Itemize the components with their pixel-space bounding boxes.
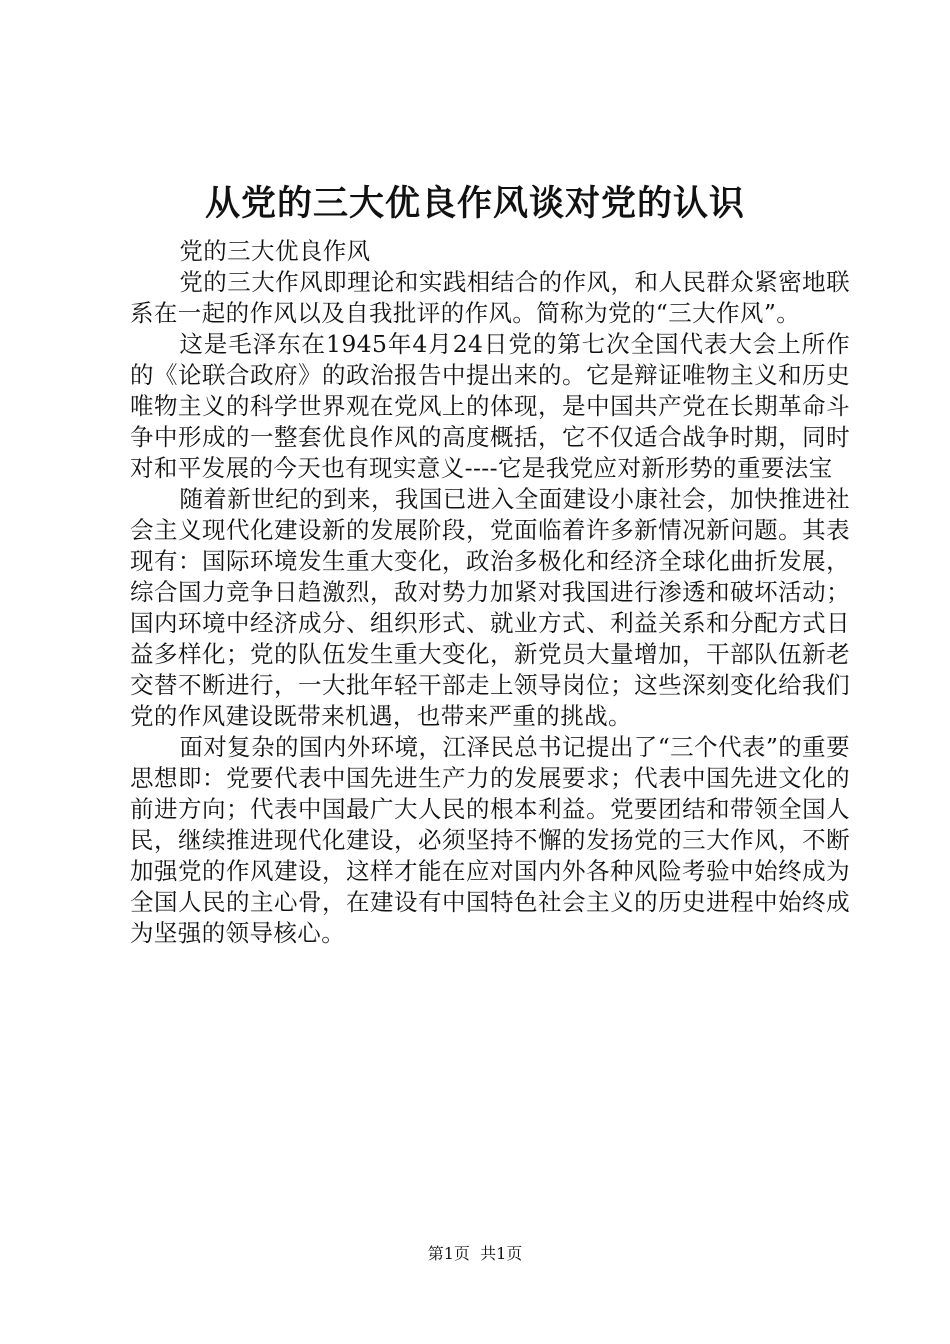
- paragraph-three-represents: 面对复杂的国内外环境，江泽民总书记提出了“三个代表”的重要思想即：党要代表中国先进生产力的发展要求；代表中国先进文化的前进方向；代表中国最广大人民的根本利益。党要团结和带领全国人民，继续推进现代化建设，必须坚持不懈的发扬党的三大作风，不断加强党的作风建设，这样才能在应对国内外各种风险考验中始终成为全国人民的主心骨，在建设有中国特色社会主义的历史进程中始终成为坚强的领导核心。: [130, 733, 850, 947]
- paragraph-origin: 这是毛泽东在1945年4月24日党的第七次全国代表大会上所作的《论联合政府》的政治报告中提出来的。它是辩证唯物主义和历史唯物主义的科学世界观在党风上的体现，是中国共产党在长期革命斗争中形成的一整套优良作风的高度概括，它不仅适合战争时期，同时对和平发展的今天也有现实意义----它是我党应对新形势的重要法宝: [130, 330, 850, 482]
- paragraph-definition: 党的三大作风即理论和实践相结合的作风，和人民群众紧密地联系在一起的作风以及自我批评的作风。简称为党的“三大作风”。: [130, 268, 850, 327]
- page-total: 共1页: [480, 1244, 523, 1263]
- page-footer: [0, 1244, 950, 1264]
- document-body: [130, 236, 850, 949]
- paragraph-new-century: 随着新世纪的到来，我国已进入全面建设小康社会，加快推进社会主义现代化建设新的发展阶段，党面临着许多新情况新问题。其表现有：国际环境发生重大变化，政治多极化和经济全球化曲折发展，综合国力竞争日趋激烈，敌对势力加紧对我国进行渗透和破坏活动；国内环境中经济成分、组织形式、就业方式、利益关系和分配方式日益多样化；党的队伍发生重大变化，新党员大量增加，干部队伍新老交替不断进行，一大批年轻干部走上领导岗位；这些深刻变化给我们党的作风建设既带来机遇，也带来严重的挑战。: [130, 485, 850, 730]
- document-title: 从党的三大优良作风谈对党的认识: [204, 184, 745, 224]
- paragraph-heading: 党的三大优良作风: [179, 237, 371, 265]
- page-number: 第1页: [427, 1244, 470, 1263]
